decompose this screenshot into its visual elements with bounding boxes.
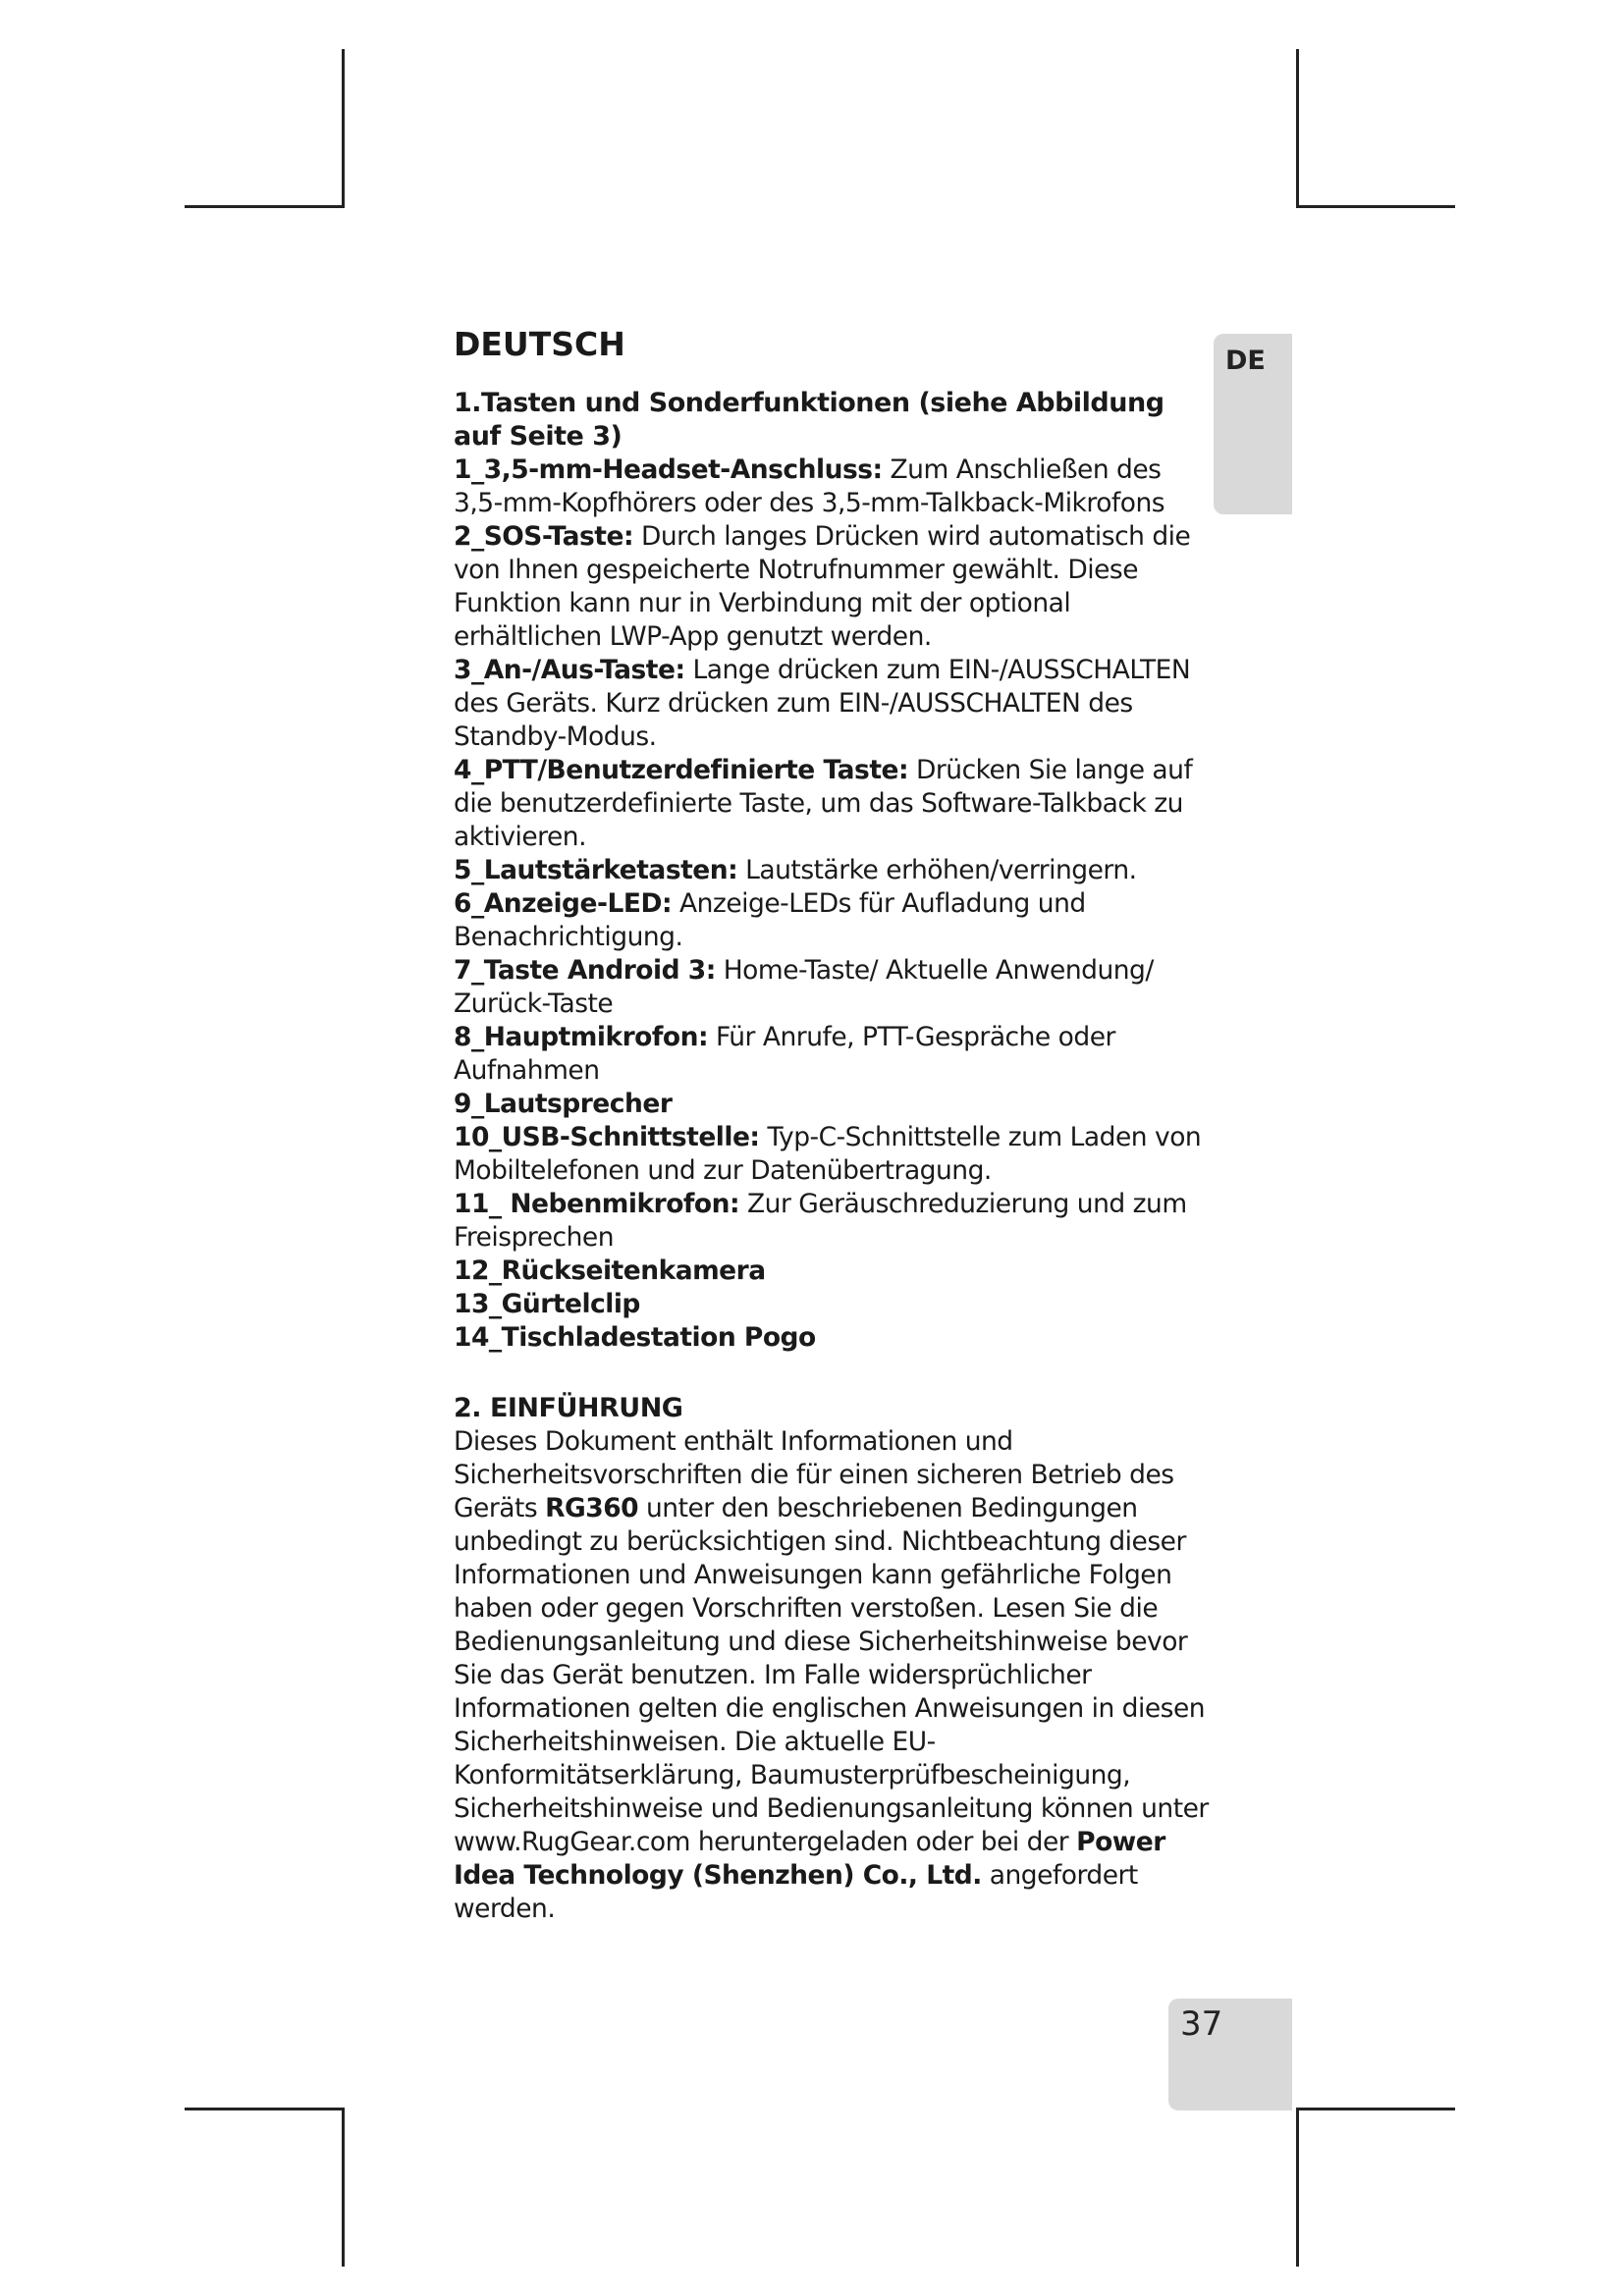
feature-item [454,1188,1210,1255]
crop-mark-bottom-right-vertical [1296,2108,1299,2267]
company-name: Power Idea Technology (Shenzhen) Co., Ltd. [454,1827,1165,1891]
feature-item [454,654,1210,754]
feature-text: Zum Anschließen des 3,5-mm-Kopfhörers oder des 3,5-mm-Talkback-Mikrofons [454,454,1165,518]
feature-item [454,854,1210,887]
crop-mark-bottom-left-vertical [342,2108,345,2267]
feature-label: 14_Tischladestation Pogo [454,1322,816,1353]
intro-text-part: unter den beschriebenen Bedingungen unbedingt zu berücksichtigen sind. Nichtbeachtung dieser Informationen und Anweisungen kann gefährliche Folgen haben oder gegen Vorschriften verstoßen. Lesen Sie die Bedienungsanleitung und diese Sicherheitshinweise bevor Sie das Gerät benutzen. Im Falle widersprüchlicher Informationen gelten die englischen Anweisungen in diesen Sicherheitshinweisen. Die aktuelle EU-Konformitätserklärung, Baumusterprüfbescheinigung, Sicherheitshinweise und Bedienungsanleitung können unter www.RugGear.com heruntergeladen oder bei der [454,1493,1209,1857]
feature-item [454,1255,1210,1288]
language-tab-label: DE [1225,346,1266,376]
feature-label: 10_USB-Schnittstelle: [454,1122,760,1152]
feature-item [454,520,1210,654]
feature-label: 9_Lautsprecher [454,1089,673,1119]
intro-text-part: Dieses Dokument enthält Informationen und Sicherheitsvorschriften die für einen sicheren Betrieb des Geräts [454,1426,1174,1523]
feature-label: 6_Anzeige-LED: [454,888,673,919]
feature-text: Zur Geräuschreduzierung und zum Freisprechen [454,1189,1187,1253]
feature-label: 2_SOS-Taste: [454,521,634,552]
feature-item [454,1288,1210,1321]
feature-label: 4_PTT/Benutzerdefinierte Taste: [454,755,909,785]
section1-heading: 1.Tasten und Sonderfunktionen (siehe Abbildung auf Seite 3) [454,388,1164,452]
crop-mark-bottom-right-horizontal [1296,2108,1455,2110]
feature-label: 11_ Nebenmikrofon: [454,1189,740,1219]
feature-text: Lange drücken zum EIN-/AUSSCHALTEN des Geräts. Kurz drücken zum EIN-/AUSSCHALTEN des Standby-Modus. [454,655,1191,752]
page-number-tab [1168,1999,1292,2110]
document-content [454,324,1210,1926]
crop-mark-bottom-left-horizontal [185,2108,344,2110]
crop-mark-top-right-vertical [1296,49,1299,208]
feature-text: Lautstärke erhöhen/verringern. [737,855,1137,885]
feature-label: 7_Taste Android 3: [454,955,716,986]
feature-text: Anzeige-LEDs für Aufladung und Benachrichtigung. [454,888,1086,952]
feature-item [454,1321,1210,1355]
feature-label: 5_Lautstärketasten: [454,855,738,885]
page-number: 37 [1180,2004,1223,2044]
feature-item [454,1088,1210,1121]
feature-list [454,454,1210,1355]
feature-label: 8_Hauptmikrofon: [454,1022,709,1052]
feature-item [454,954,1210,1021]
introduction-text [454,1425,1210,1926]
intro-text-part: angefordert werden. [454,1860,1138,1924]
feature-item [454,1021,1210,1088]
feature-item [454,1121,1210,1188]
section2-heading: 2. EINFÜHRUNG [454,1393,683,1423]
feature-text: Typ-C-Schnittstelle zum Laden von Mobiltelefonen und zur Datenübertragung. [454,1122,1202,1186]
page-title: DEUTSCH [454,325,625,363]
crop-mark-top-left-vertical [342,49,345,208]
feature-label: 1_3,5-mm-Headset-Anschluss: [454,454,883,485]
feature-label: 12_Rückseitenkamera [454,1255,766,1286]
language-tab [1214,334,1292,514]
feature-label: 13_Gürtelclip [454,1289,640,1319]
feature-label: 3_An-/Aus-Taste: [454,655,685,685]
feature-text: Durch langes Drücken wird automatisch die von Ihnen gespeicherte Notrufnummer gewählt. Diese Funktion kann nur in Verbindung mit der optional erhältlichen LWP-App genutzt werden. [454,521,1191,652]
feature-item [454,887,1210,954]
section-spacer [454,1355,1210,1392]
introduction-paragraph [454,1425,1210,1926]
feature-item [454,454,1210,520]
model-name: RG360 [545,1493,639,1523]
feature-item [454,754,1210,854]
feature-text: Drücken Sie lange auf die benutzerdefinierte Taste, um das Software-Talkback zu aktivieren. [454,755,1193,852]
feature-text: Für Anrufe, PTT-Gespräche oder Aufnahmen [454,1022,1115,1086]
crop-mark-top-left-horizontal [185,205,344,208]
feature-text: Home-Taste/ Aktuelle Anwendung/ Zurück-Taste [454,955,1154,1019]
crop-mark-top-right-horizontal [1296,205,1455,208]
